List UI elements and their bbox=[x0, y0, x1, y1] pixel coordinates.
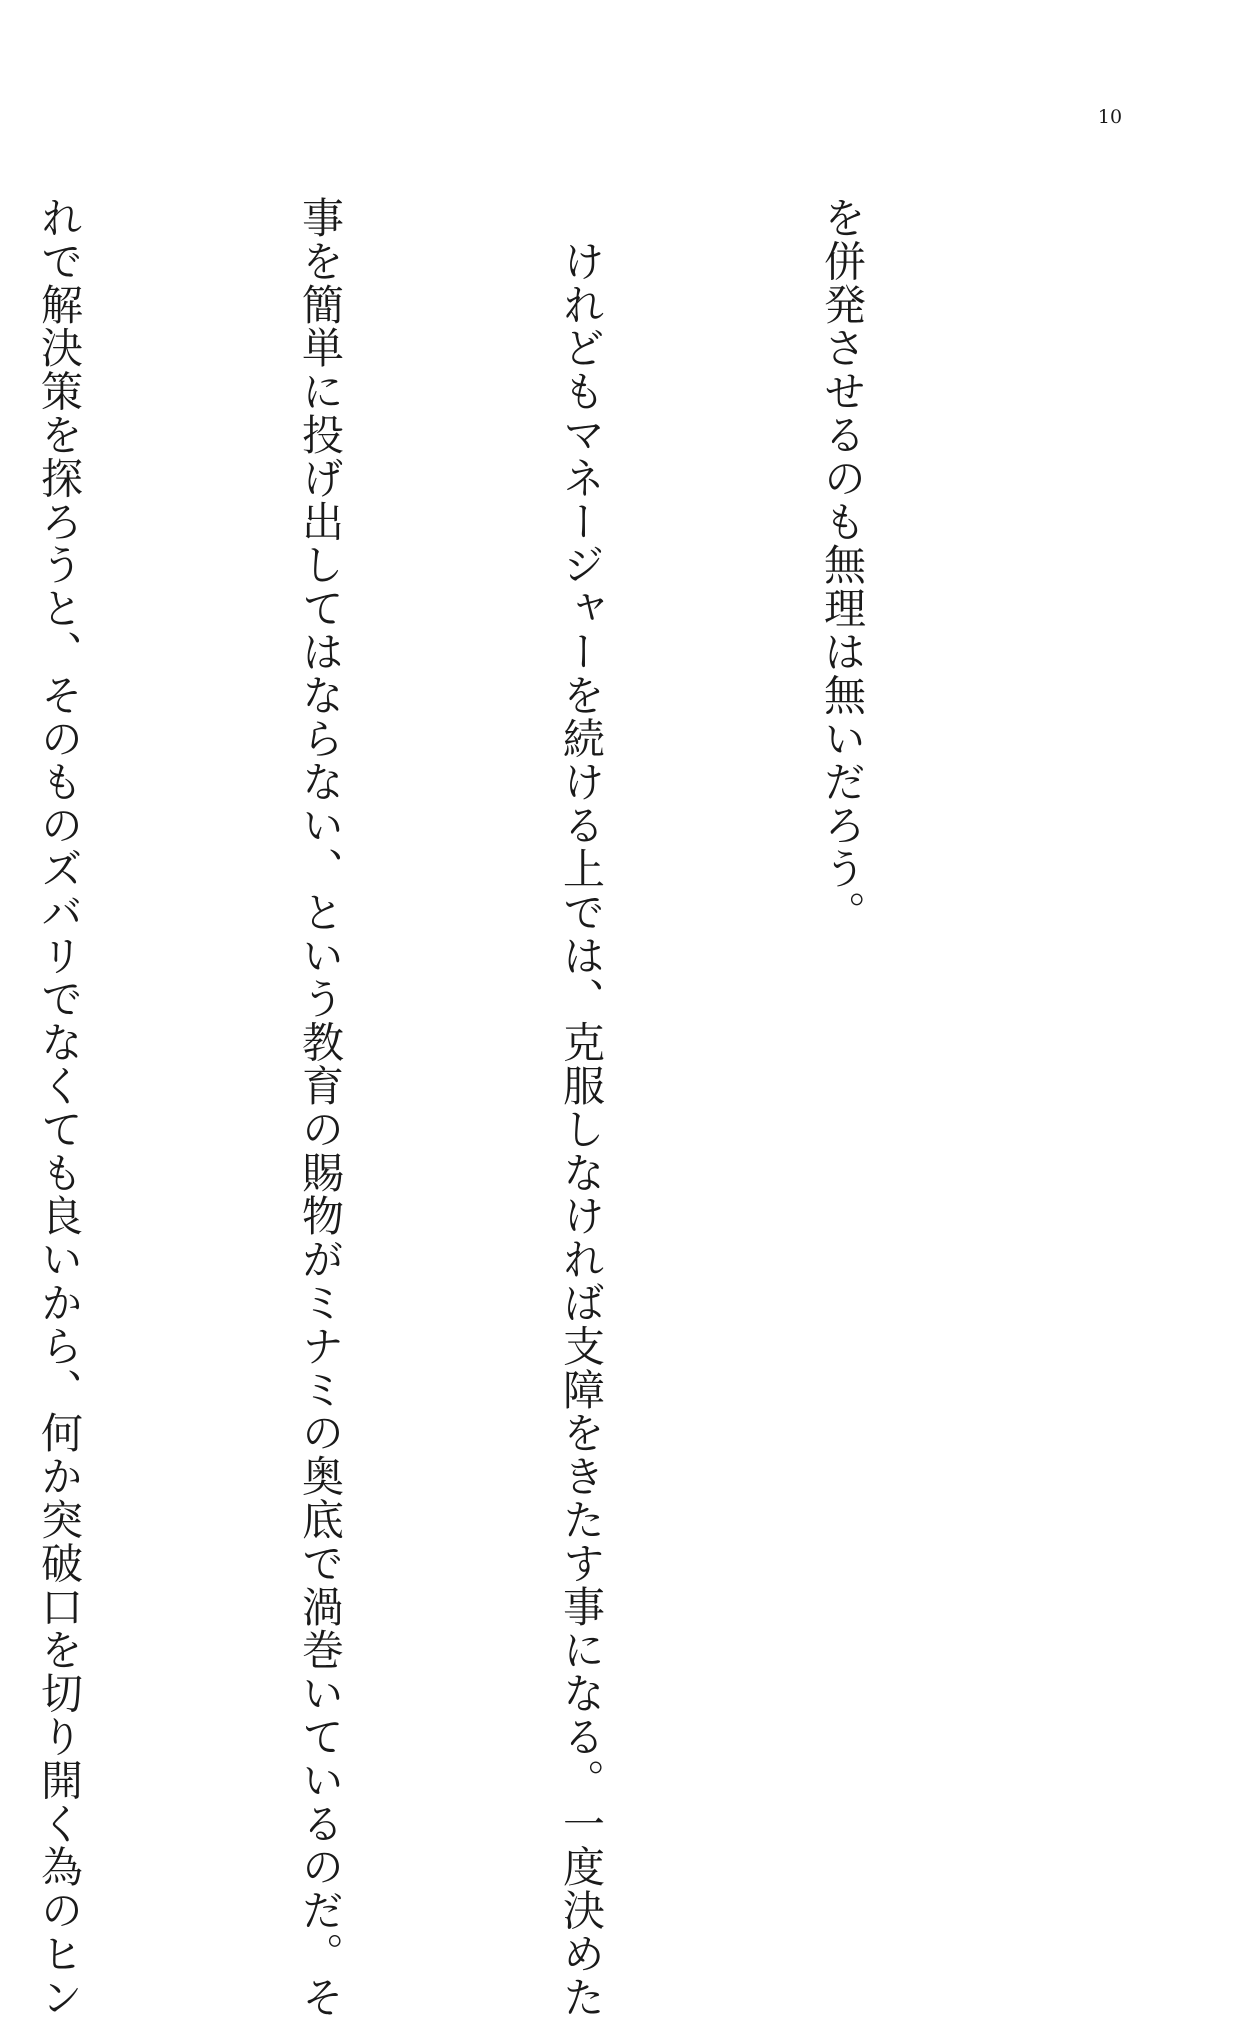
text-line: 事を簡単に投げ出してはならない、という教育の賜物がミナミの奥底で渦巻いているのだ。そ bbox=[296, 196, 345, 2019]
page-number: 10 bbox=[1097, 106, 1123, 128]
body-text bbox=[0, 196, 1060, 2019]
text-line: けれどもマネージャーを続ける上では、克服しなければ支障をきたす事になる。一度決めた bbox=[557, 196, 606, 2019]
text-line: れで解決策を探ろうと、そのものズバリでなくても良いから、何か突破口を切り開く為のヒン bbox=[35, 196, 84, 2019]
text-line: を併発させるのも無理は無いだろう。 bbox=[818, 196, 867, 934]
